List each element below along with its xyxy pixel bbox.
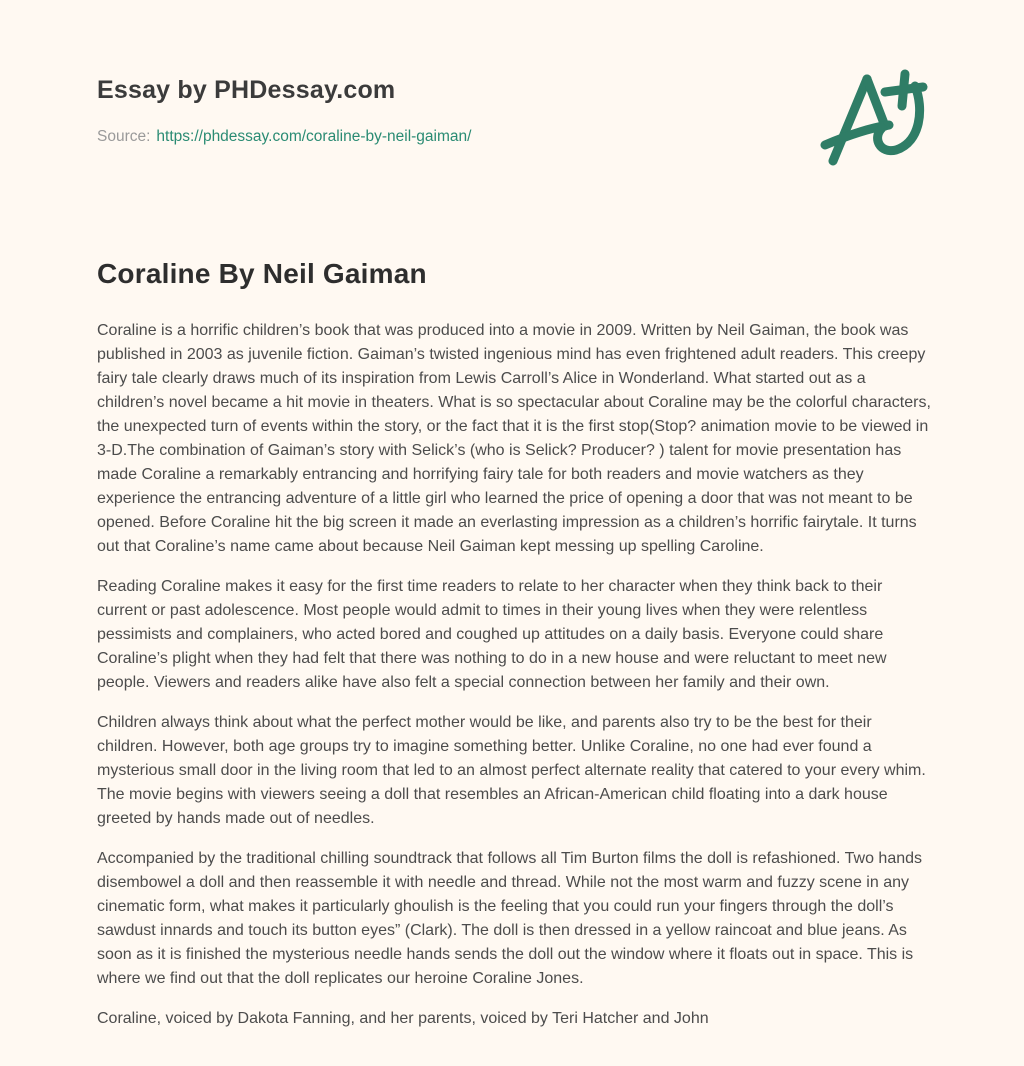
a-plus-logo-icon: [818, 66, 930, 168]
source-line: [97, 128, 930, 146]
essay-paragraph-3: Children always think about what the perfect mother would be like, and parents also try to be the best for their children. However, both age groups try to imagine something better. Unlike Coraline, no one had ever found a mysterious small door in the living room that led to an almost perfect alternate reality that catered to your every whim. The movie begins with viewers seeing a doll that resembles an African-American child floating into a dark house greeted by hands made out of needles.: [97, 714, 926, 827]
essay-paragraph-2: Reading Coraline makes it easy for the first time readers to relate to her character when they think back to their current or past adolescence. Most people would admit to times in their young lives when they were relentless pessimists and complainers, who acted bored and coughed up attitudes on a daily basis. Everyone could share Coraline’s plight when they had felt that there was nothing to do in a new house and were reluctant to meet new people. Viewers and readers alike have also felt a special connection between her family and their own.: [97, 578, 887, 691]
essay-paragraph-5: Coraline, voiced by Dakota Fanning, and her parents, voiced by Teri Hatcher and John: [97, 1010, 709, 1027]
essay-paragraph-1: Coraline is a horrific children’s book that was produced into a movie in 2009. Written by Neil Gaiman, the book was published in 2003 as juvenile fiction. Gaiman’s twisted ingenious mind has even frightened adult readers. This creepy fairy tale clearly draws much of its inspiration from Lewis Carroll’s Alice in Wonderland. What started out as a children’s novel became a hit movie in theaters. What is so spectacular about Coraline may be the colorful characters, the unexpected turn of events within the story, or the fact that it is the first stop(Stop? animation movie to be viewed in 3-D.The combination of Gaiman’s story with Selick’s (who is Selick? Producer? ) talent for movie presentation has made Coraline a remarkably entrancing and horrifying fairy tale for both readers and movie watchers as they experience the entrancing adventure of a little girl who learned the price of opening a door that was not meant to be opened. Before Coraline hit the big screen it made an everlasting impression as a children’s horrific fairytale. It turns out that Coraline’s name came about because Neil Gaiman kept messing up spelling Caroline.: [97, 322, 931, 555]
essay-paragraph-4: Accompanied by the traditional chilling soundtrack that follows all Tim Burton films the doll is refashioned. Two hands disembowel a doll and then reassemble it with needle and thread. While not the most warm and fuzzy scene in any cinematic form, what makes it particularly ghoulish is the feeling that you could run your fingers through the doll’s sawdust innards and touch its button eyes” (Clark). The doll is then dressed in a yellow raincoat and blue jeans. As soon as it is finished the mysterious needle hands sends the doll out the window where it floats out in space. This is where we find out that the doll replicates our heroine Coraline Jones.: [97, 850, 923, 987]
site-title: Essay by PHDessay.com: [97, 76, 396, 104]
essay-title: Coraline By Neil Gaiman: [97, 258, 427, 289]
source-link[interactable]: https://phdessay.com/coraline-by-neil-gaiman/: [156, 128, 472, 145]
document-header: [97, 76, 930, 146]
source-label: Source:: [97, 128, 151, 145]
essay-body: [97, 319, 933, 1031]
